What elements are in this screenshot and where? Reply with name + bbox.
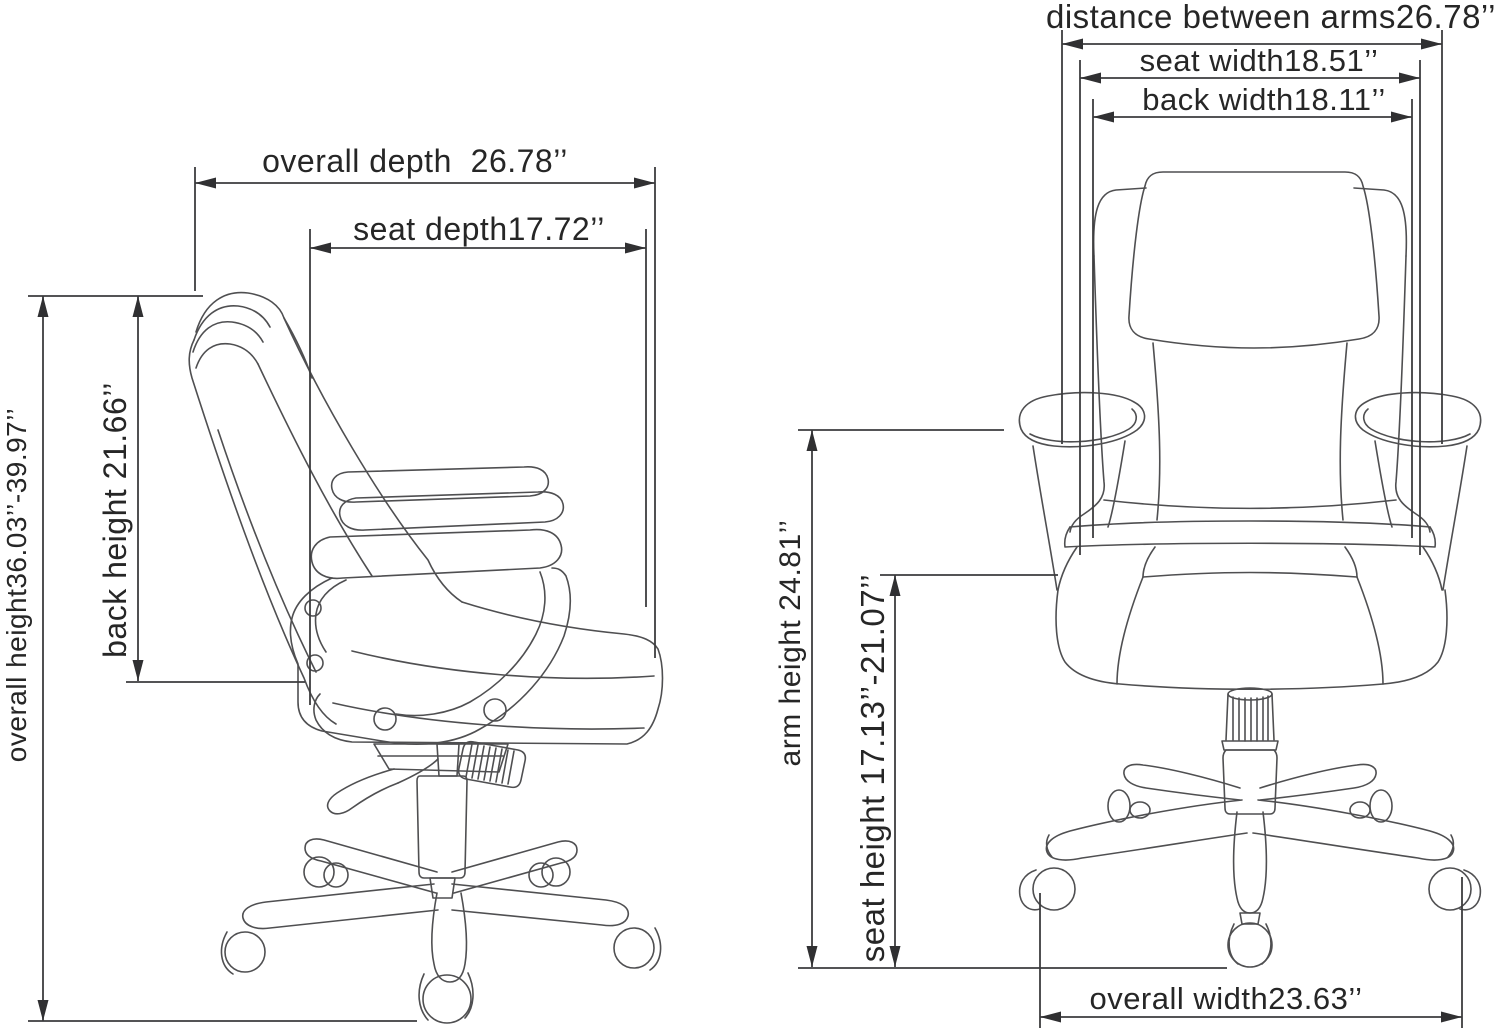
- side-mechanism: [328, 742, 526, 814]
- arrowhead: [133, 296, 144, 317]
- side-view-chair-drawing: [189, 293, 662, 1023]
- arm-height-label: arm height 24.81’’: [774, 519, 807, 767]
- distance-between-arms-label: distance between arms26.78’’: [1046, 0, 1496, 35]
- arrowhead: [1399, 73, 1420, 84]
- arrowhead: [38, 296, 49, 317]
- seat-depth-label: seat depth17.72’’: [353, 211, 605, 247]
- arrowhead: [133, 660, 144, 681]
- arrowhead: [625, 243, 646, 254]
- back-width-label: back width18.11’’: [1142, 82, 1386, 117]
- arrowhead: [1080, 73, 1101, 84]
- back-height-label: back height 21.66’’: [97, 382, 133, 658]
- arrowhead: [1391, 112, 1412, 123]
- front-backrest: [1070, 172, 1430, 532]
- side-base: [221, 744, 660, 1023]
- dimension-annotations: [1, 0, 1496, 1028]
- arrowhead: [38, 1000, 49, 1021]
- dimension-back-width: [1093, 82, 1412, 538]
- overall-depth-label: overall depth 26.78’’: [262, 143, 568, 179]
- arrowhead: [890, 575, 901, 596]
- arrowhead: [807, 430, 818, 451]
- front-seat: [1056, 521, 1447, 689]
- arrowhead: [195, 178, 216, 189]
- arrowhead: [634, 178, 655, 189]
- front-base: [1020, 688, 1481, 967]
- dimension-back-height: [97, 296, 305, 682]
- dimension-seat-width: [1080, 43, 1420, 555]
- overall-height-label: overall height36.03’’-39.97’’: [1, 407, 32, 763]
- dimension-overall-width: [1040, 877, 1462, 1028]
- arrowhead: [310, 243, 331, 254]
- overall-width-label: overall width23.63’’: [1089, 981, 1363, 1016]
- seat-width-label: seat width18.51’’: [1139, 43, 1379, 78]
- arrowhead: [1040, 1012, 1061, 1023]
- arrowhead: [1441, 1012, 1462, 1023]
- seat-height-label: seat height 17.13’’-21.07’’: [854, 573, 891, 963]
- bolt-icon: [484, 699, 506, 721]
- bolt-icon: [305, 600, 321, 616]
- arrowhead: [1421, 39, 1442, 50]
- lever-arm: [398, 759, 438, 783]
- arrowhead: [807, 946, 818, 967]
- arrowhead: [1062, 39, 1083, 50]
- side-seat: [314, 602, 663, 744]
- arrowhead: [1093, 112, 1114, 123]
- side-backrest: [189, 293, 462, 724]
- arrowhead: [890, 946, 901, 967]
